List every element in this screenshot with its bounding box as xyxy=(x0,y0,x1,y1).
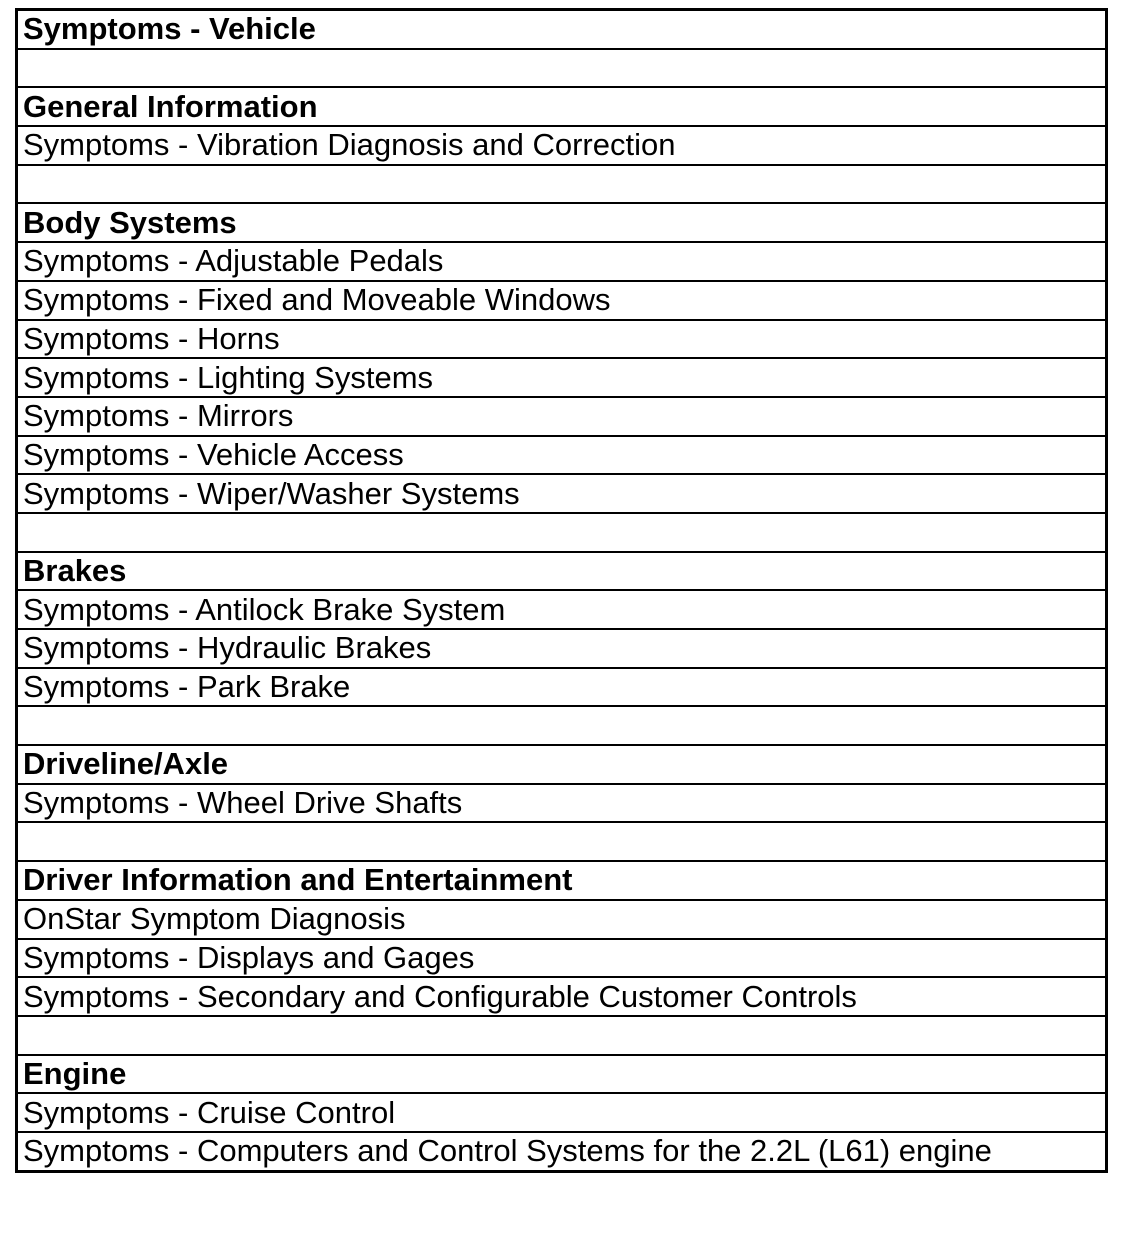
table-row-cell: Symptoms - Displays and Gages xyxy=(17,939,1107,978)
blank-row xyxy=(17,822,1107,861)
table-row xyxy=(17,1093,1107,1132)
blank-row-cell xyxy=(17,1016,1107,1055)
table-row xyxy=(17,1132,1107,1171)
blank-row-cell xyxy=(17,165,1107,204)
table-body xyxy=(17,10,1107,1172)
table-row xyxy=(17,320,1107,359)
title-row xyxy=(17,10,1107,49)
table-row-cell: Symptoms - Hydraulic Brakes xyxy=(17,629,1107,668)
section-header xyxy=(17,861,1107,900)
section-header-cell: Engine xyxy=(17,1055,1107,1094)
section-header xyxy=(17,87,1107,126)
table-row-cell: Symptoms - Computers and Control Systems for the 2.2L (L61) engine xyxy=(17,1132,1107,1171)
table-row-cell: Symptoms - Horns xyxy=(17,320,1107,359)
table-row xyxy=(17,397,1107,436)
table-row-cell: Symptoms - Secondary and Configurable Customer Controls xyxy=(17,977,1107,1016)
table-row-cell: Symptoms - Wheel Drive Shafts xyxy=(17,784,1107,823)
section-header xyxy=(17,552,1107,591)
section-header-cell: General Information xyxy=(17,87,1107,126)
table-row-cell: OnStar Symptom Diagnosis xyxy=(17,900,1107,939)
table-row xyxy=(17,590,1107,629)
table-row xyxy=(17,784,1107,823)
table-row xyxy=(17,629,1107,668)
blank-row xyxy=(17,706,1107,745)
table-row xyxy=(17,668,1107,707)
table-row xyxy=(17,126,1107,165)
table-row xyxy=(17,977,1107,1016)
table-row-cell: Symptoms - Park Brake xyxy=(17,668,1107,707)
blank-row-cell xyxy=(17,49,1107,88)
table-row-cell: Symptoms - Fixed and Moveable Windows xyxy=(17,281,1107,320)
blank-row xyxy=(17,1016,1107,1055)
blank-row-cell xyxy=(17,822,1107,861)
symptoms-table xyxy=(15,8,1108,1173)
table-row xyxy=(17,281,1107,320)
blank-row-cell xyxy=(17,706,1107,745)
table-title-cell: Symptoms - Vehicle xyxy=(17,10,1107,49)
table-row-cell: Symptoms - Cruise Control xyxy=(17,1093,1107,1132)
section-header xyxy=(17,745,1107,784)
blank-row xyxy=(17,49,1107,88)
section-header-cell: Body Systems xyxy=(17,203,1107,242)
table-row xyxy=(17,474,1107,513)
section-header-cell: Driveline/Axle xyxy=(17,745,1107,784)
table-row xyxy=(17,939,1107,978)
table-row xyxy=(17,900,1107,939)
table-row xyxy=(17,436,1107,475)
table-row-cell: Symptoms - Antilock Brake System xyxy=(17,590,1107,629)
blank-row xyxy=(17,513,1107,552)
table-row-cell: Symptoms - Vibration Diagnosis and Correction xyxy=(17,126,1107,165)
blank-row xyxy=(17,165,1107,204)
table-row-cell: Symptoms - Vehicle Access xyxy=(17,436,1107,475)
section-header xyxy=(17,1055,1107,1094)
section-header xyxy=(17,203,1107,242)
table-row-cell: Symptoms - Adjustable Pedals xyxy=(17,242,1107,281)
table-row-cell: Symptoms - Mirrors xyxy=(17,397,1107,436)
section-header-cell: Brakes xyxy=(17,552,1107,591)
blank-row-cell xyxy=(17,513,1107,552)
section-header-cell: Driver Information and Entertainment xyxy=(17,861,1107,900)
table-row xyxy=(17,358,1107,397)
table-row-cell: Symptoms - Lighting Systems xyxy=(17,358,1107,397)
table-row-cell: Symptoms - Wiper/Washer Systems xyxy=(17,474,1107,513)
table-row xyxy=(17,242,1107,281)
